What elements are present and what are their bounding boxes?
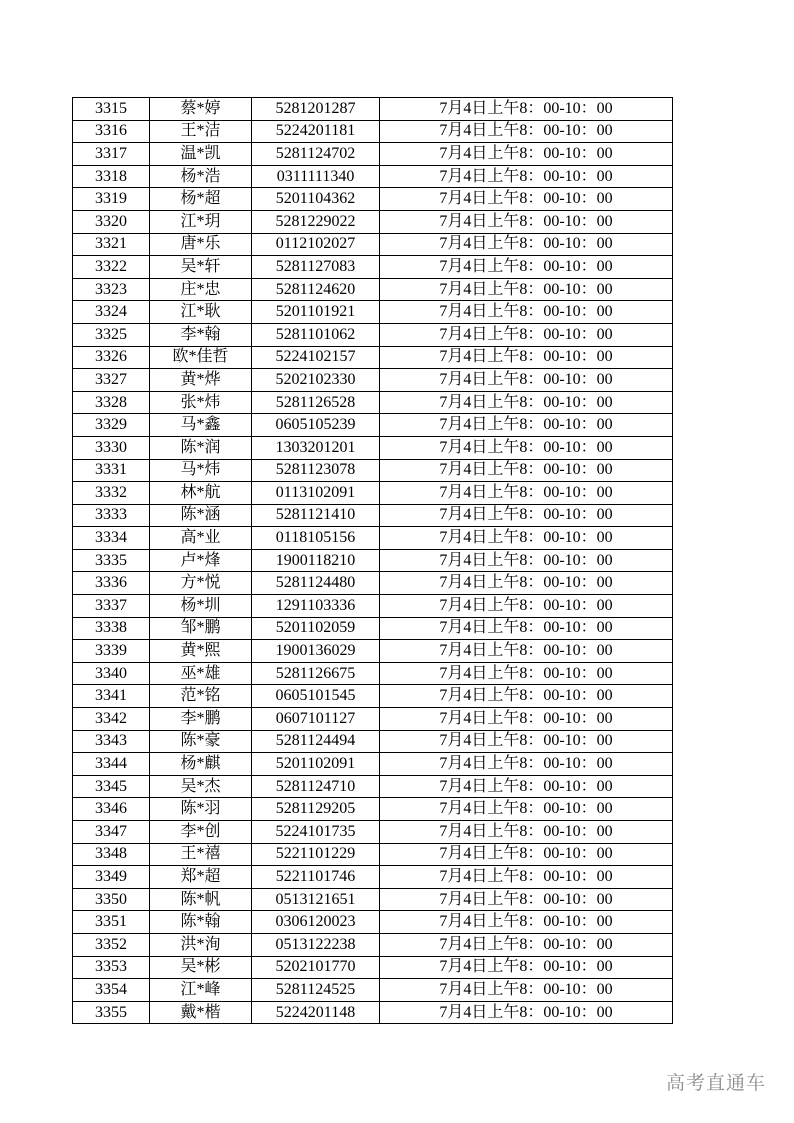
seq-cell: 3326 — [73, 346, 150, 369]
id-number-cell: 0513122238 — [252, 933, 380, 956]
seq-cell: 3320 — [73, 210, 150, 233]
name-cell: 欧*佳哲 — [150, 346, 252, 369]
exam-time-cell: 7月4日上午8：00-10：00 — [380, 482, 673, 505]
seq-cell: 3346 — [73, 798, 150, 821]
seq-cell: 3337 — [73, 595, 150, 618]
exam-time-cell: 7月4日上午8：00-10：00 — [380, 188, 673, 211]
id-number-cell: 5281123078 — [252, 459, 380, 482]
id-number-cell: 0118105156 — [252, 527, 380, 550]
table-row — [73, 866, 673, 889]
exam-time-cell: 7月4日上午8：00-10：00 — [380, 301, 673, 324]
seq-cell: 3353 — [73, 956, 150, 979]
seq-cell: 3327 — [73, 369, 150, 392]
exam-time-cell: 7月4日上午8：00-10：00 — [380, 459, 673, 482]
table-row — [73, 549, 673, 572]
table-row — [73, 98, 673, 121]
table-row — [73, 301, 673, 324]
id-number-cell: 0112102027 — [252, 233, 380, 256]
exam-time-cell: 7月4日上午8：00-10：00 — [380, 346, 673, 369]
exam-time-cell: 7月4日上午8：00-10：00 — [380, 120, 673, 143]
seq-cell: 3324 — [73, 301, 150, 324]
seq-cell: 3336 — [73, 572, 150, 595]
id-number-cell: 0607101127 — [252, 708, 380, 731]
seq-cell: 3332 — [73, 482, 150, 505]
name-cell: 洪*洵 — [150, 933, 252, 956]
table-row — [73, 482, 673, 505]
exam-time-cell: 7月4日上午8：00-10：00 — [380, 685, 673, 708]
table-row — [73, 753, 673, 776]
table-row — [73, 120, 673, 143]
id-number-cell: 5281124525 — [252, 979, 380, 1002]
id-number-cell: 0605105239 — [252, 414, 380, 437]
id-number-cell: 5224101735 — [252, 821, 380, 844]
id-number-cell: 5281127083 — [252, 256, 380, 279]
exam-time-cell: 7月4日上午8：00-10：00 — [380, 888, 673, 911]
id-number-cell: 1900136029 — [252, 640, 380, 663]
table-row — [73, 188, 673, 211]
table-row — [73, 414, 673, 437]
table-row — [73, 346, 673, 369]
seq-cell: 3322 — [73, 256, 150, 279]
exam-time-cell: 7月4日上午8：00-10：00 — [380, 843, 673, 866]
name-cell: 王*洁 — [150, 120, 252, 143]
name-cell: 吴*轩 — [150, 256, 252, 279]
seq-cell: 3348 — [73, 843, 150, 866]
exam-time-cell: 7月4日上午8：00-10：00 — [380, 549, 673, 572]
id-number-cell: 0306120023 — [252, 911, 380, 934]
table-row — [73, 436, 673, 459]
table-row — [73, 775, 673, 798]
name-cell: 杨*超 — [150, 188, 252, 211]
table-row — [73, 256, 673, 279]
exam-time-cell: 7月4日上午8：00-10：00 — [380, 640, 673, 663]
table-row — [73, 798, 673, 821]
seq-cell: 3335 — [73, 549, 150, 572]
name-cell: 林*航 — [150, 482, 252, 505]
table-body — [73, 98, 673, 1024]
seq-cell: 3330 — [73, 436, 150, 459]
table-row — [73, 504, 673, 527]
id-number-cell: 1291103336 — [252, 595, 380, 618]
table-row — [73, 843, 673, 866]
table-row — [73, 278, 673, 301]
id-number-cell: 5201101921 — [252, 301, 380, 324]
exam-time-cell: 7月4日上午8：00-10：00 — [380, 504, 673, 527]
table-row — [73, 888, 673, 911]
name-cell: 陈*润 — [150, 436, 252, 459]
exam-time-cell: 7月4日上午8：00-10：00 — [380, 98, 673, 121]
name-cell: 庄*忠 — [150, 278, 252, 301]
name-cell: 李*创 — [150, 821, 252, 844]
id-number-cell: 1900118210 — [252, 549, 380, 572]
table-row — [73, 369, 673, 392]
name-cell: 马*鑫 — [150, 414, 252, 437]
name-cell: 范*铭 — [150, 685, 252, 708]
exam-schedule-table — [72, 97, 673, 1024]
table-row — [73, 210, 673, 233]
id-number-cell: 5281121410 — [252, 504, 380, 527]
seq-cell: 3343 — [73, 730, 150, 753]
id-number-cell: 5281229022 — [252, 210, 380, 233]
seq-cell: 3347 — [73, 821, 150, 844]
id-number-cell: 1303201201 — [252, 436, 380, 459]
id-number-cell: 5224201181 — [252, 120, 380, 143]
name-cell: 陈*涵 — [150, 504, 252, 527]
table-row — [73, 640, 673, 663]
exam-time-cell: 7月4日上午8：00-10：00 — [380, 391, 673, 414]
name-cell: 江*峰 — [150, 979, 252, 1002]
id-number-cell: 5281124494 — [252, 730, 380, 753]
exam-time-cell: 7月4日上午8：00-10：00 — [380, 143, 673, 166]
id-number-cell: 0311111340 — [252, 165, 380, 188]
seq-cell: 3328 — [73, 391, 150, 414]
exam-time-cell: 7月4日上午8：00-10：00 — [380, 662, 673, 685]
name-cell: 陈*翰 — [150, 911, 252, 934]
seq-cell: 3345 — [73, 775, 150, 798]
seq-cell: 3338 — [73, 617, 150, 640]
name-cell: 高*业 — [150, 527, 252, 550]
seq-cell: 3339 — [73, 640, 150, 663]
id-number-cell: 0113102091 — [252, 482, 380, 505]
seq-cell: 3342 — [73, 708, 150, 731]
seq-cell: 3354 — [73, 979, 150, 1002]
exam-time-cell: 7月4日上午8：00-10：00 — [380, 730, 673, 753]
id-number-cell: 5281126528 — [252, 391, 380, 414]
exam-time-cell: 7月4日上午8：00-10：00 — [380, 323, 673, 346]
exam-time-cell: 7月4日上午8：00-10：00 — [380, 956, 673, 979]
name-cell: 郑*超 — [150, 866, 252, 889]
exam-time-cell: 7月4日上午8：00-10：00 — [380, 866, 673, 889]
table-row — [73, 911, 673, 934]
exam-time-cell: 7月4日上午8：00-10：00 — [380, 278, 673, 301]
seq-cell: 3334 — [73, 527, 150, 550]
table-row — [73, 165, 673, 188]
exam-time-cell: 7月4日上午8：00-10：00 — [380, 617, 673, 640]
name-cell: 陈*羽 — [150, 798, 252, 821]
table-row — [73, 527, 673, 550]
id-number-cell: 5202101770 — [252, 956, 380, 979]
name-cell: 李*鹏 — [150, 708, 252, 731]
exam-time-cell: 7月4日上午8：00-10：00 — [380, 911, 673, 934]
id-number-cell: 5224102157 — [252, 346, 380, 369]
table-row — [73, 730, 673, 753]
id-number-cell: 5201102059 — [252, 617, 380, 640]
table-row — [73, 933, 673, 956]
name-cell: 陈*豪 — [150, 730, 252, 753]
seq-cell: 3317 — [73, 143, 150, 166]
exam-time-cell: 7月4日上午8：00-10：00 — [380, 821, 673, 844]
seq-cell: 3331 — [73, 459, 150, 482]
exam-time-cell: 7月4日上午8：00-10：00 — [380, 775, 673, 798]
id-number-cell: 5281126675 — [252, 662, 380, 685]
exam-time-cell: 7月4日上午8：00-10：00 — [380, 572, 673, 595]
id-number-cell: 5202102330 — [252, 369, 380, 392]
name-cell: 邹*鹏 — [150, 617, 252, 640]
table-row — [73, 572, 673, 595]
id-number-cell: 5281124702 — [252, 143, 380, 166]
id-number-cell: 5281201287 — [252, 98, 380, 121]
table-row — [73, 143, 673, 166]
seq-cell: 3329 — [73, 414, 150, 437]
name-cell: 巫*雄 — [150, 662, 252, 685]
name-cell: 张*炜 — [150, 391, 252, 414]
name-cell: 黄*熙 — [150, 640, 252, 663]
name-cell: 方*悦 — [150, 572, 252, 595]
exam-time-cell: 7月4日上午8：00-10：00 — [380, 798, 673, 821]
exam-time-cell: 7月4日上午8：00-10：00 — [380, 979, 673, 1002]
table-row — [73, 708, 673, 731]
name-cell: 江*玥 — [150, 210, 252, 233]
seq-cell: 3333 — [73, 504, 150, 527]
seq-cell: 3351 — [73, 911, 150, 934]
name-cell: 杨*浩 — [150, 165, 252, 188]
id-number-cell: 5281129205 — [252, 798, 380, 821]
seq-cell: 3350 — [73, 888, 150, 911]
name-cell: 戴*楷 — [150, 1001, 252, 1024]
seq-cell: 3323 — [73, 278, 150, 301]
table-row — [73, 323, 673, 346]
name-cell: 吴*杰 — [150, 775, 252, 798]
seq-cell: 3318 — [73, 165, 150, 188]
name-cell: 杨*麒 — [150, 753, 252, 776]
name-cell: 温*凯 — [150, 143, 252, 166]
id-number-cell: 0513121651 — [252, 888, 380, 911]
exam-time-cell: 7月4日上午8：00-10：00 — [380, 1001, 673, 1024]
exam-time-cell: 7月4日上午8：00-10：00 — [380, 595, 673, 618]
seq-cell: 3344 — [73, 753, 150, 776]
exam-time-cell: 7月4日上午8：00-10：00 — [380, 436, 673, 459]
exam-time-cell: 7月4日上午8：00-10：00 — [380, 256, 673, 279]
id-number-cell: 5281124480 — [252, 572, 380, 595]
table-row — [73, 685, 673, 708]
table-row — [73, 459, 673, 482]
name-cell: 蔡*婷 — [150, 98, 252, 121]
seq-cell: 3319 — [73, 188, 150, 211]
name-cell: 江*耿 — [150, 301, 252, 324]
watermark-logo-text: 高考直通车 — [665, 1072, 766, 1094]
id-number-cell: 5281101062 — [252, 323, 380, 346]
table-row — [73, 391, 673, 414]
seq-cell: 3349 — [73, 866, 150, 889]
table-row — [73, 233, 673, 256]
table-row — [73, 956, 673, 979]
seq-cell: 3341 — [73, 685, 150, 708]
id-number-cell: 5221101229 — [252, 843, 380, 866]
table-row — [73, 617, 673, 640]
table-row — [73, 1001, 673, 1024]
seq-cell: 3316 — [73, 120, 150, 143]
id-number-cell: 5224201148 — [252, 1001, 380, 1024]
name-cell: 吴*彬 — [150, 956, 252, 979]
name-cell: 唐*乐 — [150, 233, 252, 256]
exam-time-cell: 7月4日上午8：00-10：00 — [380, 708, 673, 731]
name-cell: 王*禧 — [150, 843, 252, 866]
table-row — [73, 979, 673, 1002]
seq-cell: 3321 — [73, 233, 150, 256]
exam-time-cell: 7月4日上午8：00-10：00 — [380, 753, 673, 776]
id-number-cell: 5281124710 — [252, 775, 380, 798]
exam-time-cell: 7月4日上午8：00-10：00 — [380, 369, 673, 392]
seq-cell: 3340 — [73, 662, 150, 685]
name-cell: 杨*圳 — [150, 595, 252, 618]
id-number-cell: 0605101545 — [252, 685, 380, 708]
id-number-cell: 5281124620 — [252, 278, 380, 301]
id-number-cell: 5201102091 — [252, 753, 380, 776]
name-cell: 马*炜 — [150, 459, 252, 482]
seq-cell: 3315 — [73, 98, 150, 121]
exam-time-cell: 7月4日上午8：00-10：00 — [380, 527, 673, 550]
name-cell: 李*翰 — [150, 323, 252, 346]
name-cell: 陈*帆 — [150, 888, 252, 911]
name-cell: 黄*烨 — [150, 369, 252, 392]
table-row — [73, 595, 673, 618]
id-number-cell: 5221101746 — [252, 866, 380, 889]
exam-time-cell: 7月4日上午8：00-10：00 — [380, 933, 673, 956]
name-cell: 卢*烽 — [150, 549, 252, 572]
table-row — [73, 662, 673, 685]
exam-time-cell: 7月4日上午8：00-10：00 — [380, 414, 673, 437]
id-number-cell: 5201104362 — [252, 188, 380, 211]
exam-time-cell: 7月4日上午8：00-10：00 — [380, 165, 673, 188]
table-row — [73, 821, 673, 844]
seq-cell: 3352 — [73, 933, 150, 956]
exam-time-cell: 7月4日上午8：00-10：00 — [380, 210, 673, 233]
seq-cell: 3325 — [73, 323, 150, 346]
seq-cell: 3355 — [73, 1001, 150, 1024]
exam-time-cell: 7月4日上午8：00-10：00 — [380, 233, 673, 256]
